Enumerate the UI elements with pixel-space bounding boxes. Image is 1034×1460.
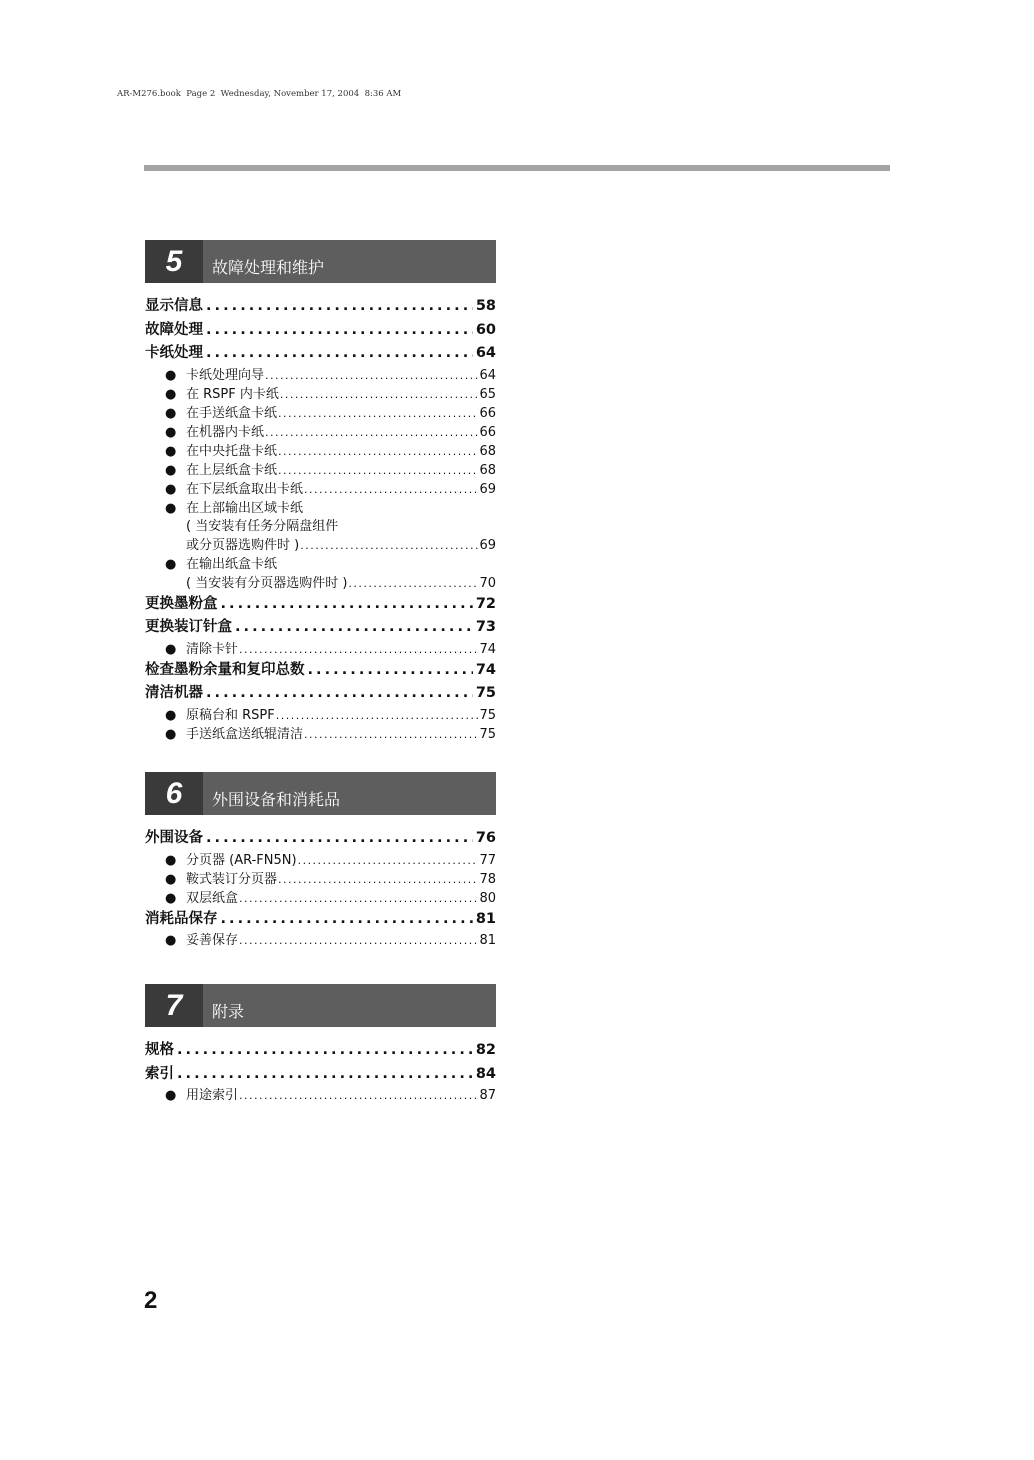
toc-subentry-continuation[interactable] (145, 574, 496, 593)
toc-entry[interactable] (145, 616, 496, 640)
toc-entry[interactable] (145, 682, 496, 706)
toc-entry-page: 75 (475, 685, 496, 701)
toc-subentry-label: 或分页器选购件时 ) (186, 537, 300, 553)
bullet-icon: ● (165, 726, 177, 742)
toc-entry-label: 卡纸处理 (145, 345, 203, 361)
toc-subentry[interactable] (145, 480, 496, 499)
toc-entry-label: 更换装订针盒 (145, 619, 232, 635)
toc-subentry-page: 65 (479, 386, 496, 402)
toc-subentry-page: 77 (479, 852, 496, 868)
toc-entry-page: 81 (475, 910, 496, 927)
toc-subentry[interactable] (145, 889, 496, 908)
chapter-6-header (145, 772, 496, 815)
toc-entry-label: 规格 (145, 1042, 174, 1058)
toc-entry[interactable] (145, 295, 496, 319)
toc-subentry[interactable] (145, 1086, 496, 1105)
chapter-number: 5 (145, 240, 203, 283)
leader-dots (221, 593, 473, 617)
toc-subentry[interactable] (145, 366, 496, 385)
leader-dots (206, 319, 473, 343)
leader-dots (304, 480, 478, 499)
bullet-icon: ● (165, 367, 177, 383)
toc-subentry-label: 用途索引 (186, 1088, 239, 1103)
bullet-icon: ● (165, 462, 177, 478)
toc-subentry[interactable] (145, 461, 496, 480)
bullet-icon: ● (165, 405, 177, 421)
toc-subentry-page: 66 (479, 424, 496, 440)
leader-dots (308, 659, 473, 683)
toc-subentry-page: 66 (479, 405, 496, 421)
toc-subentry[interactable] (145, 423, 496, 442)
toc-subentry[interactable] (145, 931, 496, 950)
toc-subentry-label: 清除卡针 (186, 641, 239, 657)
toc-subentry[interactable] (145, 404, 496, 423)
toc-subentry-label: ( 当安装有分页器选购件时 ) (186, 575, 348, 591)
toc-subentry[interactable] (145, 706, 496, 725)
toc-subentry-page: 80 (479, 890, 496, 906)
leader-dots (239, 931, 478, 950)
toc-subentry-label: 原稿台和 RSPF (186, 707, 275, 723)
bullet-icon: ● (165, 500, 177, 516)
toc-subentry[interactable] (145, 385, 496, 404)
toc-entry[interactable] (145, 827, 496, 851)
leader-dots (276, 706, 479, 725)
toc-subentry-label: 妥善保存 (186, 933, 239, 948)
leader-dots (177, 1039, 473, 1063)
bullet-icon: ● (165, 890, 177, 906)
bullet-icon: ● (165, 556, 177, 572)
toc-subentry[interactable] (145, 640, 496, 659)
leader-dots (206, 827, 473, 851)
toc-entry-page: 64 (475, 345, 496, 361)
toc-subentry-label: 在手送纸盒卡纸 (186, 405, 278, 421)
toc-subentry-label: 在上部输出区域卡纸 (186, 500, 304, 516)
toc-subentry-label: 在上层纸盒卡纸 (186, 462, 278, 478)
toc-subentry[interactable] (145, 442, 496, 461)
toc-entry-page: 73 (475, 619, 496, 635)
toc-entry-page: 82 (475, 1042, 496, 1058)
print-header: AR-M276.book Page 2 Wednesday, November 17, 2004 8:36 AM (117, 89, 402, 99)
toc-subentry-continuation[interactable] (145, 536, 496, 555)
toc-subentry-page: 75 (479, 726, 496, 742)
leader-dots (206, 682, 473, 706)
chapter-7-block (145, 984, 496, 1105)
bullet-icon: ● (165, 933, 177, 948)
toc-entry-label: 索引 (145, 1065, 174, 1082)
toc-entry-label: 故障处理 (145, 321, 203, 338)
toc-subentry-label: 双层纸盒 (186, 890, 239, 906)
toc-entry[interactable] (145, 342, 496, 366)
toc-entry[interactable] (145, 1039, 496, 1063)
bullet-icon: ● (165, 641, 177, 657)
leader-dots (278, 870, 478, 889)
toc-subentry-page: 75 (479, 707, 496, 723)
leader-dots (239, 1086, 478, 1105)
chapter-number: 7 (145, 984, 203, 1027)
bullet-icon: ● (165, 443, 177, 459)
toc-subentry-page: 74 (479, 641, 496, 657)
toc-subentry-label: 在 RSPF 内卡纸 (186, 386, 279, 402)
toc-subentry-label: 在输出纸盒卡纸 (186, 556, 278, 572)
toc-subentry-label: 在机器内卡纸 (186, 424, 265, 440)
chapter-7-header (145, 984, 496, 1027)
bullet-icon: ● (165, 852, 177, 868)
toc-subentry[interactable] (145, 555, 496, 574)
toc-entry-page: 76 (475, 830, 496, 846)
page-number: 2 (144, 1287, 158, 1314)
top-rule (144, 165, 890, 171)
toc-entry-page: 60 (475, 321, 496, 338)
toc-entry-label: 外围设备 (145, 830, 203, 846)
toc-subentry[interactable] (145, 725, 496, 744)
leader-dots (206, 342, 473, 366)
toc-entry-label: 检查墨粉余量和复印总数 (145, 661, 305, 678)
toc-entry[interactable] (145, 659, 496, 683)
bullet-icon: ● (165, 481, 177, 497)
leader-dots (206, 295, 473, 319)
toc-subentry-label: 手送纸盒送纸辊清洁 (186, 726, 304, 742)
toc-subentry-label: 卡纸处理向导 (186, 367, 265, 383)
leader-dots (278, 461, 478, 480)
toc-subentry-page: 70 (479, 575, 496, 591)
toc-entry-label: 显示信息 (145, 298, 203, 314)
toc-entry[interactable] (145, 319, 496, 343)
chapter-title: 故障处理和维护 (212, 258, 325, 277)
bullet-icon: ● (165, 424, 177, 440)
leader-dots (265, 366, 478, 385)
leader-dots (265, 423, 478, 442)
toc-subentry-label: 鞍式装订分页器 (186, 871, 278, 887)
leader-dots (278, 442, 478, 461)
toc-entry[interactable] (145, 1063, 496, 1087)
toc-entry-label: 清洁机器 (145, 685, 203, 701)
toc-entry-page: 72 (475, 595, 496, 612)
bullet-icon: ● (165, 871, 177, 887)
toc-entry-page: 74 (475, 661, 496, 678)
toc-subentry[interactable] (145, 870, 496, 889)
bullet-icon: ● (165, 707, 177, 723)
chapter-6-block (145, 772, 496, 950)
leader-dots (239, 640, 478, 659)
leader-dots (348, 574, 478, 593)
toc-subentry-page: 69 (479, 537, 496, 553)
leader-dots (239, 889, 478, 908)
toc-entry-label: 更换墨粉盒 (145, 595, 218, 612)
toc-subentry[interactable] (145, 499, 496, 518)
toc-entry-label: 消耗品保存 (145, 910, 218, 927)
leader-dots (235, 616, 473, 640)
leader-dots (300, 536, 478, 555)
toc-subentry-page: 68 (479, 462, 496, 478)
toc-subentry-page: 78 (479, 871, 496, 887)
toc-subentry-label: 在下层纸盒取出卡纸 (186, 481, 304, 497)
leader-dots (280, 385, 479, 404)
toc-entry[interactable] (145, 908, 496, 932)
chapter-number: 6 (145, 772, 203, 815)
chapter-title: 外围设备和消耗品 (212, 790, 341, 809)
toc-entry-page: 84 (475, 1065, 496, 1082)
toc-subentry-page: 64 (479, 367, 496, 383)
toc-entry-page: 58 (475, 298, 496, 314)
toc-entry[interactable] (145, 593, 496, 617)
leader-dots (221, 908, 473, 932)
toc-subentry-label: 在中央托盘卡纸 (186, 443, 278, 459)
leader-dots (304, 725, 478, 744)
leader-dots (298, 851, 479, 870)
toc-subentry-label: 分页器 (AR-FN5N) (186, 852, 297, 868)
chapter-title: 附录 (212, 1002, 245, 1021)
bullet-icon: ● (165, 386, 177, 402)
leader-dots (278, 404, 478, 423)
chapter-5-header (145, 240, 496, 283)
toc-subentry-page: 69 (479, 481, 496, 497)
chapter-5-block (145, 240, 496, 744)
leader-dots (177, 1063, 473, 1087)
toc-subentry-page: 68 (479, 443, 496, 459)
toc-subentry-page: 87 (479, 1088, 496, 1103)
bullet-icon: ● (165, 1088, 177, 1103)
toc-subentry-page: 81 (479, 933, 496, 948)
toc-subentry-continuation: ( 当安装有任务分隔盘组件 (186, 518, 339, 534)
toc-subentry[interactable] (145, 851, 496, 870)
